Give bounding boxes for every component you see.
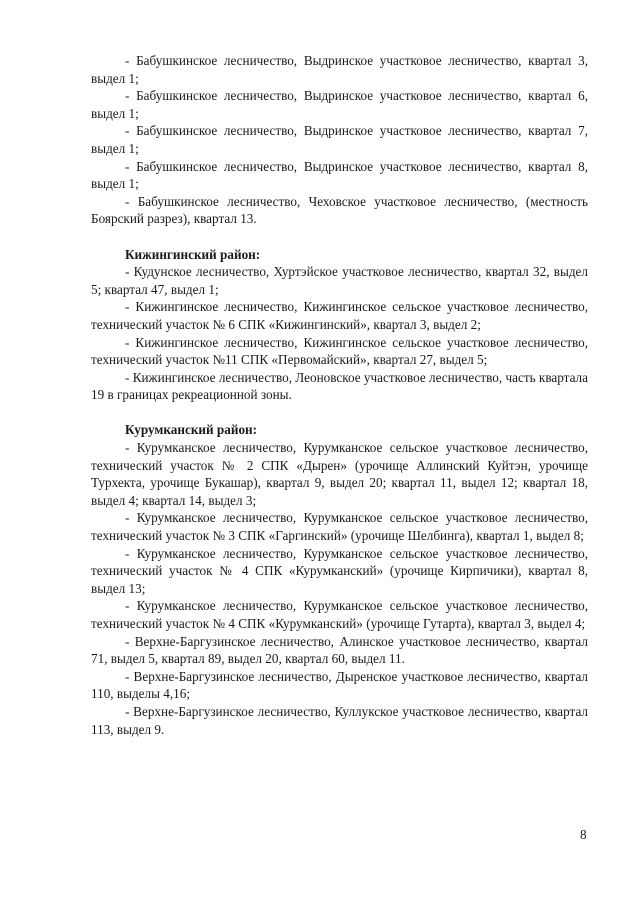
list-item: - Верхне-Баргузинское лесничество, Дыренское участковое лесничество, квартал 110, выделы 4,16; (91, 668, 588, 702)
list-item: - Бабушкинское лесничество, Чеховское участковое лесничество, (местность Боярский разрез), квартал 13. (91, 193, 588, 227)
list-item: - Бабушкинское лесничество, Выдринское участковое лесничество, квартал 3, выдел 1; (91, 53, 588, 86)
section-kizhinginsky (91, 246, 588, 404)
section-kurumkansky (91, 421, 588, 738)
list-item: - Курумканское лесничество, Курумканское сельское участковое лесничество, технический участок № 4 СПК «Курумканский» (урочище Гутарта), квартал 3, выдел 4; (91, 598, 588, 631)
list-item: - Кудунское лесничество, Хуртэйское участковое лесничество, квартал 32, выдел 5; квартал 47, выдел 1; (91, 264, 588, 297)
section-heading: Курумканский район: (125, 422, 258, 438)
list-item: - Курумканское лесничество, Курумканское сельское участковое лесничество, технический участок № 4 СПК «Курумканский» (урочище Кирпичики), квартал 8, выдел 13; (91, 545, 588, 596)
list-item: - Кижингинское лесничество, Кижингинское сельское участковое лесничество, технический участок №11 СПК «Первомайский», квартал 27, выдел 5; (91, 334, 588, 368)
list-item: - Верхне-Баргузинское лесничество, Алинское участковое лесничество, квартал 71, выдел 5, квартал 89, выдел 20, квартал 60, выдел 11. (91, 633, 588, 667)
section-heading: Кижингинский район: (125, 246, 261, 262)
list-item: - Курумканское лесничество, Курумканское сельское участковое лесничество, технический участок № 2 СПК «Дырен» (урочище Аллинский Куйтэн, урочище Турхекта, урочище Букашар), квартал 9, выдел 20; квартал 11, выдел 12; квартал 18, выдел 4; квартал 14, выдел 3; (91, 440, 588, 508)
list-item: - Бабушкинское лесничество, Выдринское участковое лесничество, квартал 6, выдел 1; (91, 88, 588, 121)
top-list (91, 52, 588, 228)
list-item: - Бабушкинское лесничество, Выдринское участковое лесничество, квартал 7, выдел 1; (91, 123, 588, 156)
list-item: - Курумканское лесничество, Курумканское сельское участковое лесничество, технический участок № 3 СПК «Гаргинский» (урочище Шелбинга), квартал 1, выдел 8; (91, 510, 588, 544)
list-item: - Верхне-Баргузинское лесничество, Куллукское участковое лесничество, квартал 113, выдел 9. (91, 703, 588, 737)
list-item: - Кижингинское лесничество, Кижингинское сельское участковое лесничество, технический участок № 6 СПК «Кижингинский», квартал 3, выдел 2; (91, 299, 588, 332)
list-item: - Бабушкинское лесничество, Выдринское участковое лесничество, квартал 8, выдел 1; (91, 158, 588, 192)
page-number: 8 (580, 827, 587, 842)
list-item: - Кижингинское лесничество, Леоновское участковое лесничество, часть квартала 19 в границах рекреационной зоны. (91, 369, 588, 403)
